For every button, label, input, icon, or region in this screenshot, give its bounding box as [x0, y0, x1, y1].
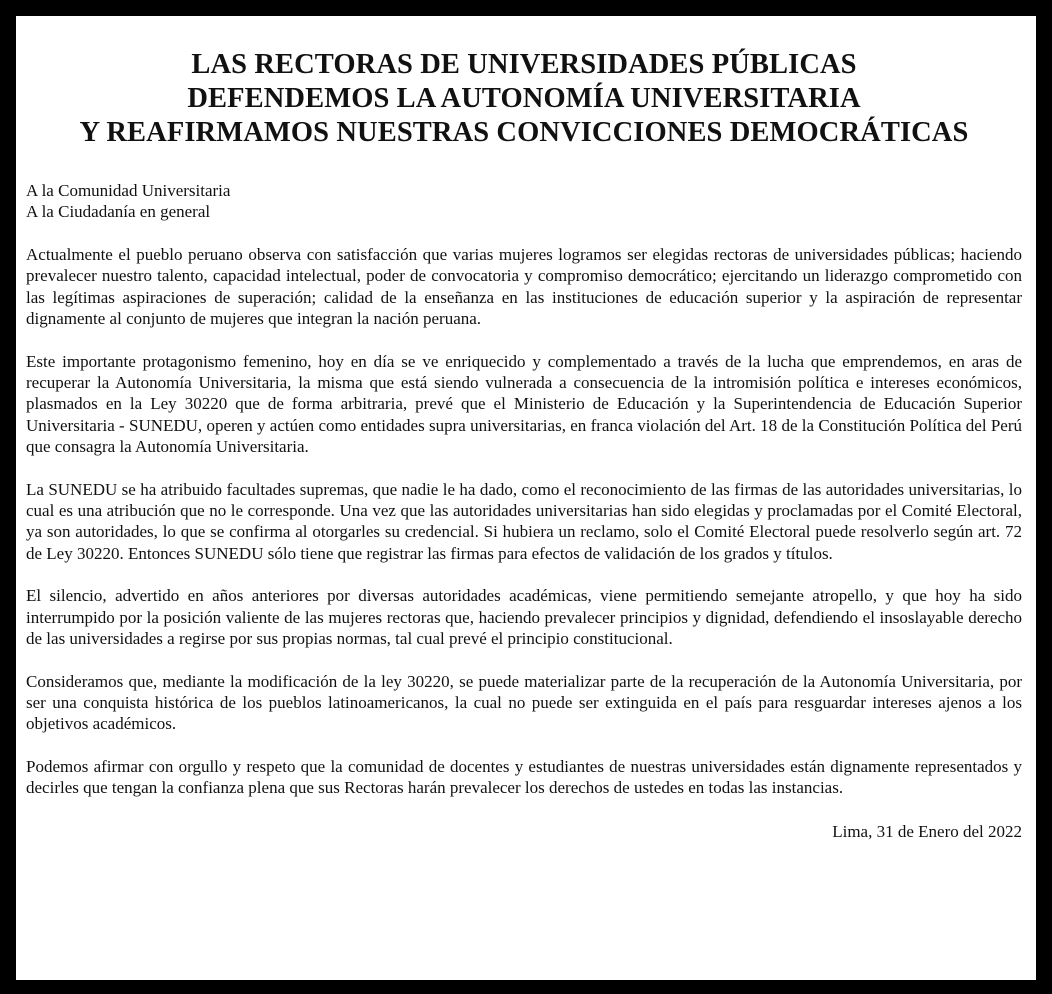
title-line-3: Y REAFIRMAMOS NUESTRAS CONVICCIONES DEMOCRÁTICAS	[79, 117, 969, 148]
salutation-line-2: A la Ciudadanía en general	[26, 202, 211, 221]
salutation-line-1: A la Comunidad Universitaria	[26, 181, 231, 200]
paragraph-3: La SUNEDU se ha atribuido facultades supremas, que nadie le ha dado, como el reconocimiento de las firmas de las autoridades universitarias, lo cual es una atribución que no le corresponde. Una vez que las autoridades universitarias han sido elegidas y proclamadas por el Comité Electoral, ya son autoridades, lo que se confirma al otorgarles su credencial. Si hubiera un reclamo, solo el Comité Electoral puede resolverlo según art. 72 de Ley 30220. Entonces SUNEDU sólo tiene que registrar las firmas para efectos de validación de los grados y títulos.	[26, 479, 1022, 563]
document-page	[16, 16, 1036, 980]
paragraph-1: Actualmente el pueblo peruano observa con satisfacción que varias mujeres logramos ser elegidas rectoras de universidades públicas; haciendo prevalecer nuestro talento, capacidad intelectual, poder de convocatoria y compromiso democrático; ejercitando un liderazgo comprometido con las legítimas aspiraciones de superación; calidad de la enseñanza en las instituciones de educación superior y la aspiración de representar dignamente al conjunto de mujeres que integran la nación peruana.	[26, 245, 1022, 329]
paragraph-5: Consideramos que, mediante la modificación de la ley 30220, se puede materializar parte de la recuperación de la Autonomía Universitaria, por ser una conquista histórica de los pueblos latinoamericanos, la cual no puede ser extinguida en el país para resguardar intereses ajenos a los objetivos académicos.	[26, 671, 1022, 734]
paragraph-2: Este importante protagonismo femenino, hoy en día se ve enriquecido y complementado a través de la lucha que emprendemos, en aras de recuperar la Autonomía Universitaria, la misma que está siendo vulnerada a consecuencia de la intromisión política e intereses económicos, plasmados en la Ley 30220 que de forma arbitraria, prevé que el Ministerio de Educación y la Superintendencia de Educación Superior Universitaria - SUNEDU, operen y actúen como entidades supra universitarias, en franca violación del Art. 18 de la Constitución Política del Perú que consagra la Autonomía Universitaria.	[26, 351, 1022, 457]
salutation	[26, 180, 1022, 222]
paragraph-4: El silencio, advertido en años anteriores por diversas autoridades académicas, viene permitiendo semejante atropello, y que hoy ha sido interrumpido por la posición valiente de las mujeres rectoras que, haciendo prevalecer principios y dignidad, defendiendo el insoslayable derecho de las universidades a regirse por sus propias normas, tal cual prevé el principio constitucional.	[26, 586, 1022, 649]
title-line-1: LAS RECTORAS DE UNIVERSIDADES PÚBLICAS	[191, 49, 857, 80]
document-title	[26, 48, 1022, 150]
title-line-2: DEFENDEMOS LA AUTONOMÍA UNIVERSITARIA	[187, 83, 861, 114]
date-signoff: Lima, 31 de Enero del 2022	[832, 821, 1022, 841]
paragraph-6: Podemos afirmar con orgullo y respeto que la comunidad de docentes y estudiantes de nuestras universidades están dignamente representados y decirles que tengan la confianza plena que sus Rectoras harán prevalecer los derechos de ustedes en todas las instancias.	[26, 756, 1022, 798]
